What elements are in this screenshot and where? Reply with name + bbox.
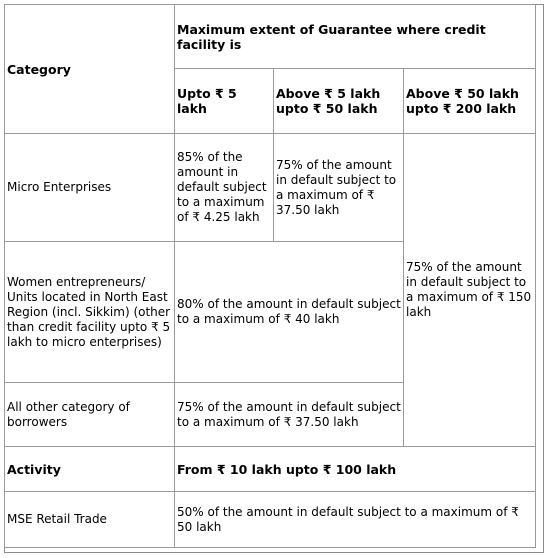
cell-above-50-all: 75% of the amount in default subject to a maximum of ₹ 150 lakh bbox=[404, 134, 536, 447]
cell-micro-above-5: 75% of the amount in default subject to a maximum of ₹ 37.50 lakh bbox=[274, 134, 404, 242]
header-upto-5-lakh: Upto ₹ 5 lakh bbox=[175, 69, 274, 134]
cell-activity-range: From ₹ 10 lakh upto ₹ 100 lakh bbox=[175, 447, 536, 492]
row-label-activity: Activity bbox=[5, 447, 175, 492]
row-label-mse-retail: MSE Retail Trade bbox=[5, 492, 175, 548]
header-guarantee-title: Maximum extent of Guarantee where credit facility is bbox=[175, 5, 536, 69]
header-above-50-lakh: Above ₹ 50 lakh upto ₹ 200 lakh bbox=[404, 69, 536, 134]
row-label-women-entrepreneurs: Women entrepreneurs/ Units located in North East Region (incl. Sikkim) (other than credit facility upto ₹ 5 lakh to micro enterprises) bbox=[5, 242, 175, 383]
row-label-other-borrowers: All other category of borrowers bbox=[5, 383, 175, 447]
guarantee-table bbox=[4, 4, 536, 548]
cell-mse-retail-value: 50% of the amount in default subject to a maximum of ₹ 50 lakh bbox=[175, 492, 536, 548]
cell-women-value: 80% of the amount in default subject to a maximum of ₹ 40 lakh bbox=[175, 242, 404, 383]
header-above-5-lakh: Above ₹ 5 lakh upto ₹ 50 lakh bbox=[274, 69, 404, 134]
header-category: Category bbox=[5, 5, 175, 134]
cell-other-value: 75% of the amount in default subject to a maximum of ₹ 37.50 lakh bbox=[175, 383, 404, 447]
cell-micro-upto-5: 85% of the amount in default subject to a maximum of ₹ 4.25 lakh bbox=[175, 134, 274, 242]
row-label-micro-enterprises: Micro Enterprises bbox=[5, 134, 175, 242]
